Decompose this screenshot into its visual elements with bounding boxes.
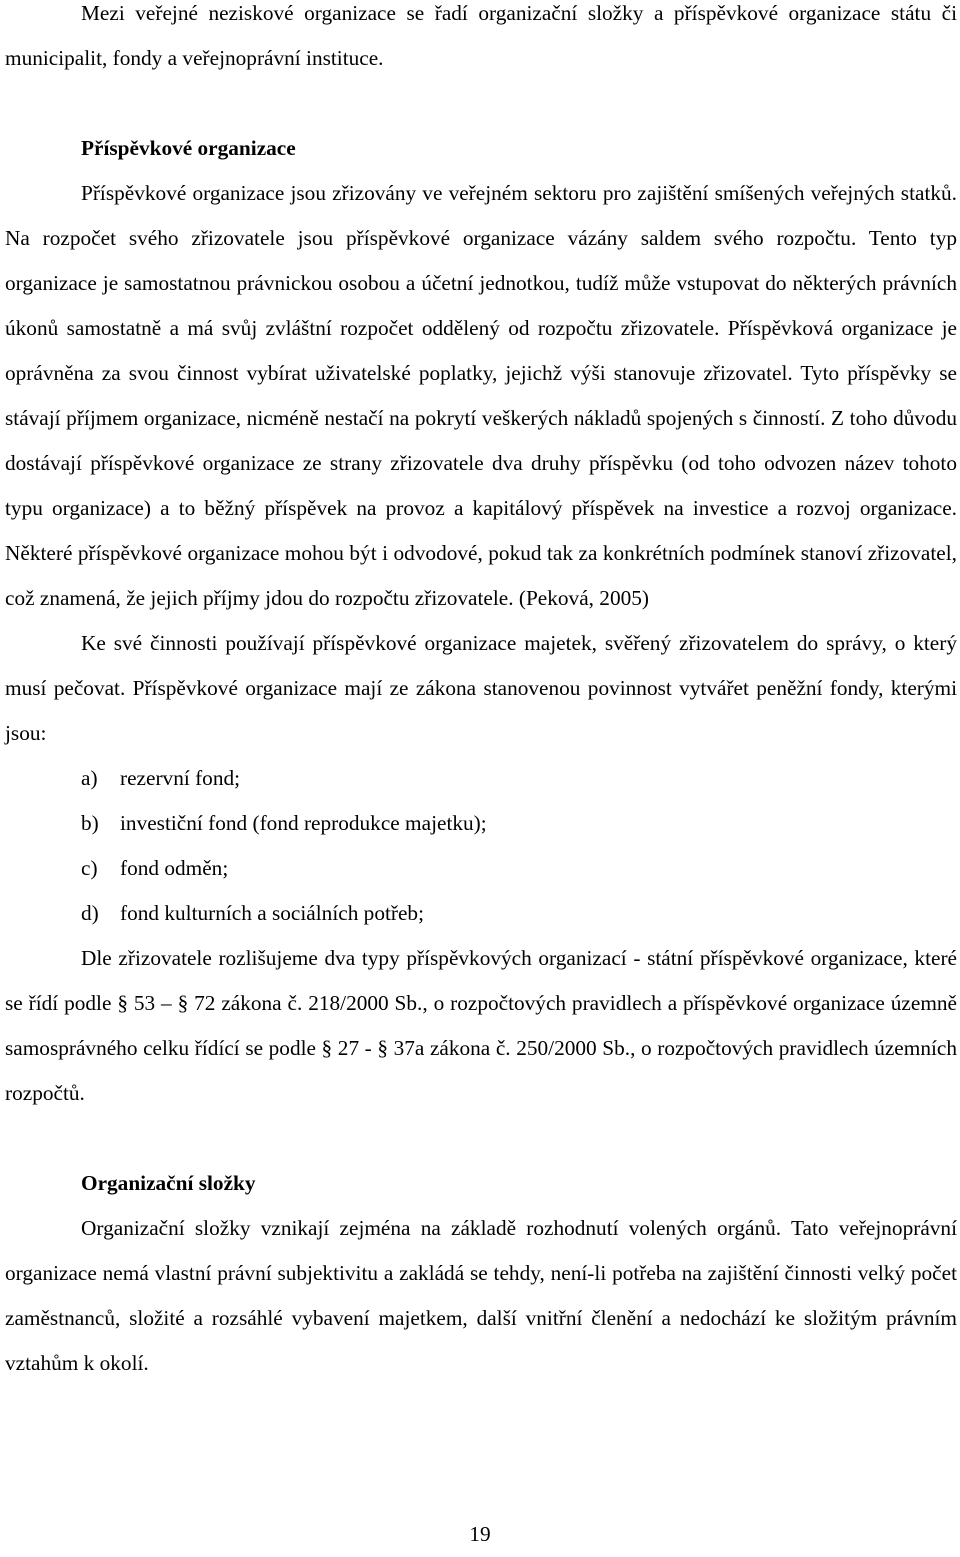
list-marker: d) <box>81 901 99 925</box>
organizational-paragraph-1: Organizační složky vznikají zejména na základě rozhodnutí volených orgánů. Tato veřejnoprávní organizace nemá vlastní právní subjektivitu a zakládá se tehdy, není-li potřeba na zajištění činnosti velký počet zaměstnanců, složité a rozsáhlé vybavení majetkem, další vnitřní členění a nedochází ke složitým právním vztahům k okolí. <box>5 1216 957 1375</box>
list-item <box>81 756 957 801</box>
list-item-text: fond kulturních a sociálních potřeb; <box>120 901 424 925</box>
section-spacer <box>5 1116 957 1161</box>
section-heading-contributory: Příspěvkové organizace <box>81 136 296 160</box>
list-marker: c) <box>81 856 98 880</box>
contributory-paragraph-2: Ke své činnosti používají příspěvkové organizace majetek, svěřený zřizovatelem do správy, o který musí pečovat. Příspěvkové organizace mají ze zákona stanovenou povinnost vytvářet peněžní fondy, kterými jsou: <box>5 631 957 745</box>
page-number: 19 <box>469 1522 491 1546</box>
list-item <box>81 891 957 936</box>
list-item <box>81 846 957 891</box>
list-item <box>81 801 957 846</box>
contributory-paragraph-3: Dle zřizovatele rozlišujeme dva typy příspěvkových organizací - státní příspěvkové organizace, které se řídí podle § 53 – § 72 zákona č. 218/2000 Sb., o rozpočtových pravidlech a příspěvkové organizace územně samosprávného celku řídící se podle § 27 - § 37a zákona č. 250/2000 Sb., o rozpočtových pravidlech územních rozpočtů. <box>5 946 957 1105</box>
section-heading-organizational: Organizační složky <box>81 1171 256 1195</box>
list-item-text: fond odměn; <box>120 856 229 880</box>
list-item-text: investiční fond (fond reprodukce majetku); <box>120 811 487 835</box>
list-marker: a) <box>81 766 98 790</box>
list-item-text: rezervní fond; <box>120 766 241 790</box>
fund-list <box>5 756 957 936</box>
list-marker: b) <box>81 811 99 835</box>
contributory-paragraph-1: Příspěvkové organizace jsou zřizovány ve veřejném sektoru pro zajištění smíšených veřejných statků. Na rozpočet svého zřizovatele jsou příspěvkové organizace vázány saldem svého rozpočtu. Tento typ organizace je samostatnou právnickou osobou a účetní jednotkou, tudíž může vstupovat do některých právních úkonů samostatně a má svůj zvláštní rozpočet oddělený od rozpočtu zřizovatele. Příspěvková organizace je oprávněna za svou činnost vybírat uživatelské poplatky, jejichž výši stanovuje zřizovatel. Tyto příspěvky se stávají příjmem organizace, nicméně nestačí na pokrytí veškerých nákladů spojených s činností. Z toho důvodu dostávají příspěvkové organizace ze strany zřizovatele dva druhy příspěvku (od toho odvozen název tohoto typu organizace) a to běžný příspěvek na provoz a kapitálový příspěvek na investice a rozvoj organizace. Některé příspěvkové organizace mohou být i odvodové, pokud tak za konkrétních podmínek stanoví zřizovatel, což znamená, že jejich příjmy jdou do rozpočtu zřizovatele. (Peková, 2005) <box>5 181 957 610</box>
intro-paragraph: Mezi veřejné neziskové organizace se řadí organizační složky a příspěvkové organizace státu či municipalit, fondy a veřejnoprávní instituce. <box>5 1 957 70</box>
page-content <box>5 0 957 1386</box>
section-spacer <box>5 81 957 126</box>
